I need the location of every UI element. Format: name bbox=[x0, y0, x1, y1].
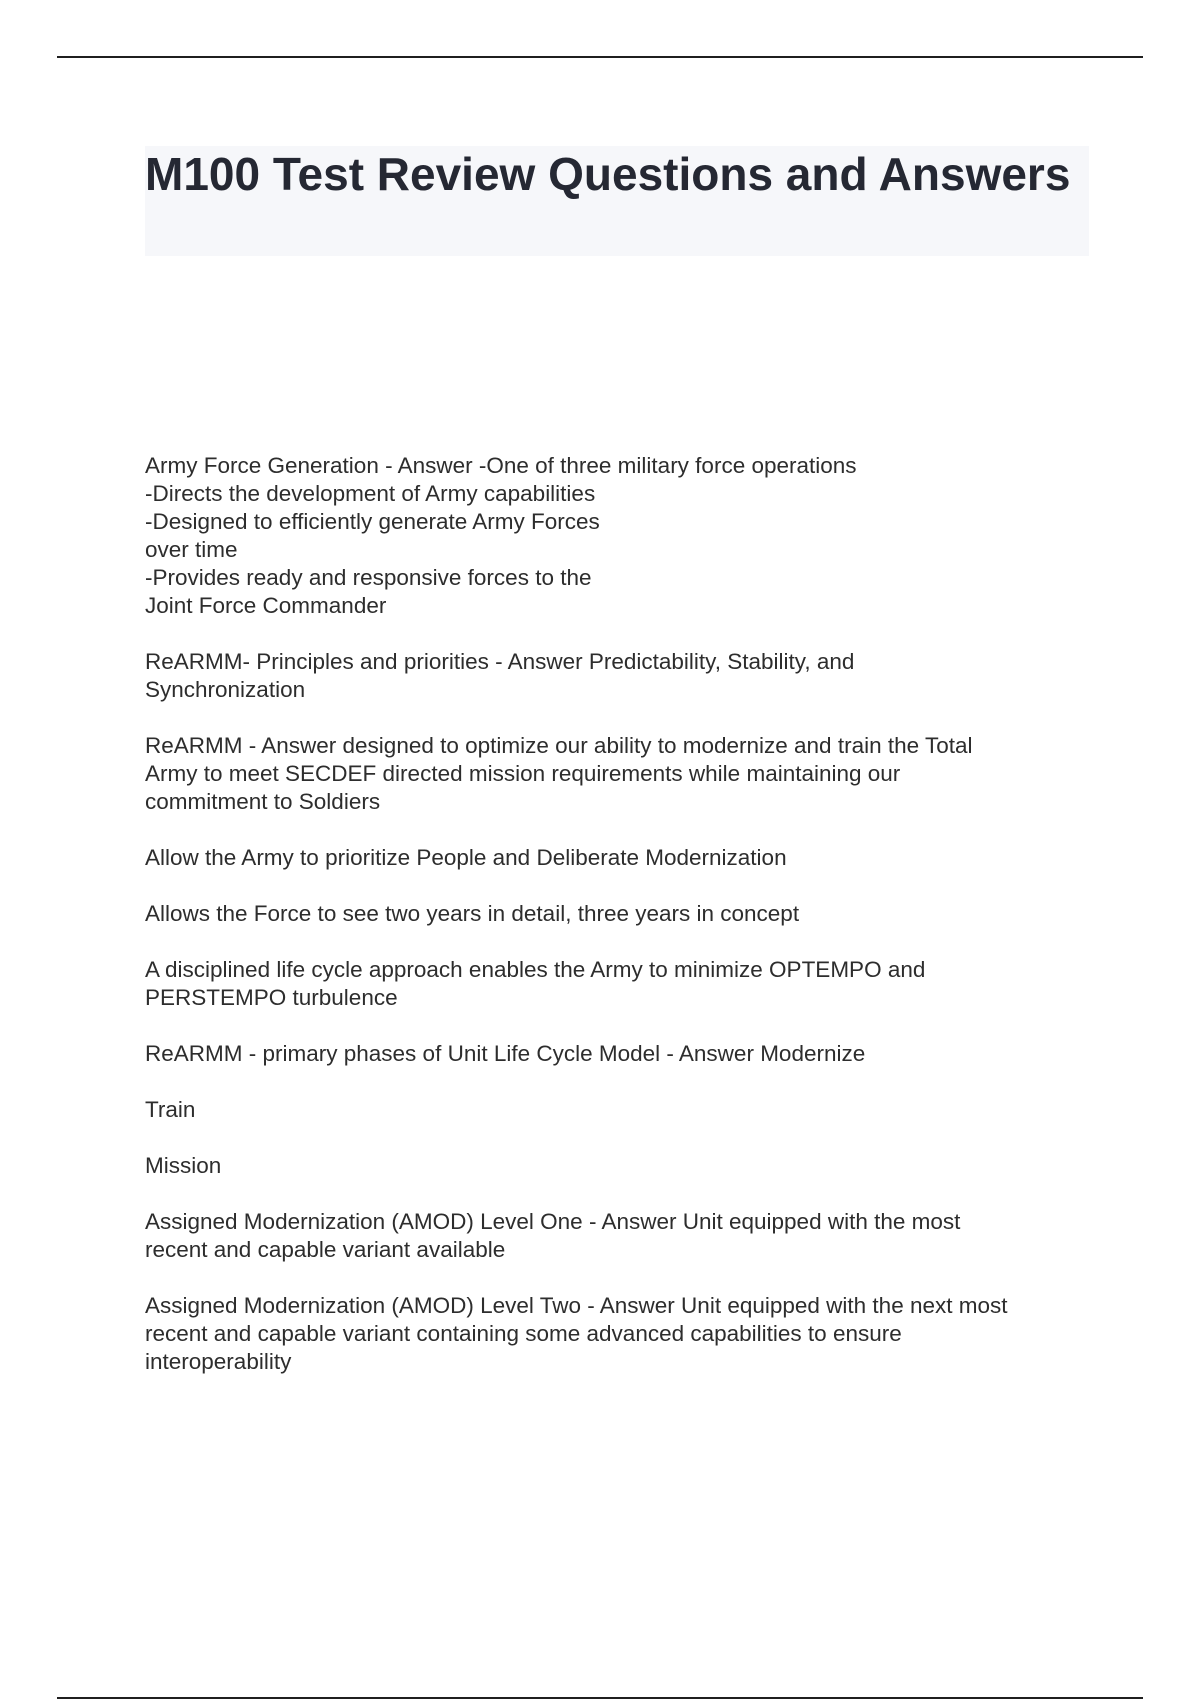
paragraph-amod-level-one: Assigned Modernization (AMOD) Level One - Answer Unit equipped with the most recent and capable variant available bbox=[145, 1209, 961, 1262]
paragraph-prioritize-people: Allow the Army to prioritize People and Deliberate Modernization bbox=[145, 845, 787, 870]
paragraph-force-see-years: Allows the Force to see two years in detail, three years in concept bbox=[145, 901, 800, 926]
bottom-rule bbox=[57, 1697, 1143, 1699]
paragraph-mission: Mission bbox=[145, 1153, 222, 1178]
paragraph-rearmm-definition: ReARMM - Answer designed to optimize our ability to modernize and train the Total Army to meet SECDEF directed mission requirements while maintaining our commitment to Soldiers bbox=[145, 733, 973, 814]
paragraph-primary-phases: ReARMM - primary phases of Unit Life Cycle Model - Answer Modernize bbox=[145, 1041, 866, 1066]
paragraph-life-cycle-approach: A disciplined life cycle approach enables the Army to minimize OPTEMPO and PERSTEMPO turbulence bbox=[145, 957, 926, 1010]
paragraph-amod-level-two: Assigned Modernization (AMOD) Level Two - Answer Unit equipped with the next most recent and capable variant containing some advanced capabilities to ensure interoperability bbox=[145, 1293, 1008, 1374]
paragraph-army-force-generation: Army Force Generation - Answer -One of three military force operations -Directs the development of Army capabilities -Designed to efficiently generate Army Forces over time -Provides ready and responsive forces to the Joint Force Commander bbox=[145, 453, 857, 618]
title-block bbox=[145, 146, 1089, 256]
document-title: M100 Test Review Questions and Answers bbox=[145, 148, 1071, 200]
document-body bbox=[145, 452, 1105, 1404]
paragraph-rearmm-principles: ReARMM- Principles and priorities - Answer Predictability, Stability, and Synchronization bbox=[145, 649, 855, 702]
top-rule bbox=[57, 56, 1143, 58]
paragraph-train: Train bbox=[145, 1097, 196, 1122]
